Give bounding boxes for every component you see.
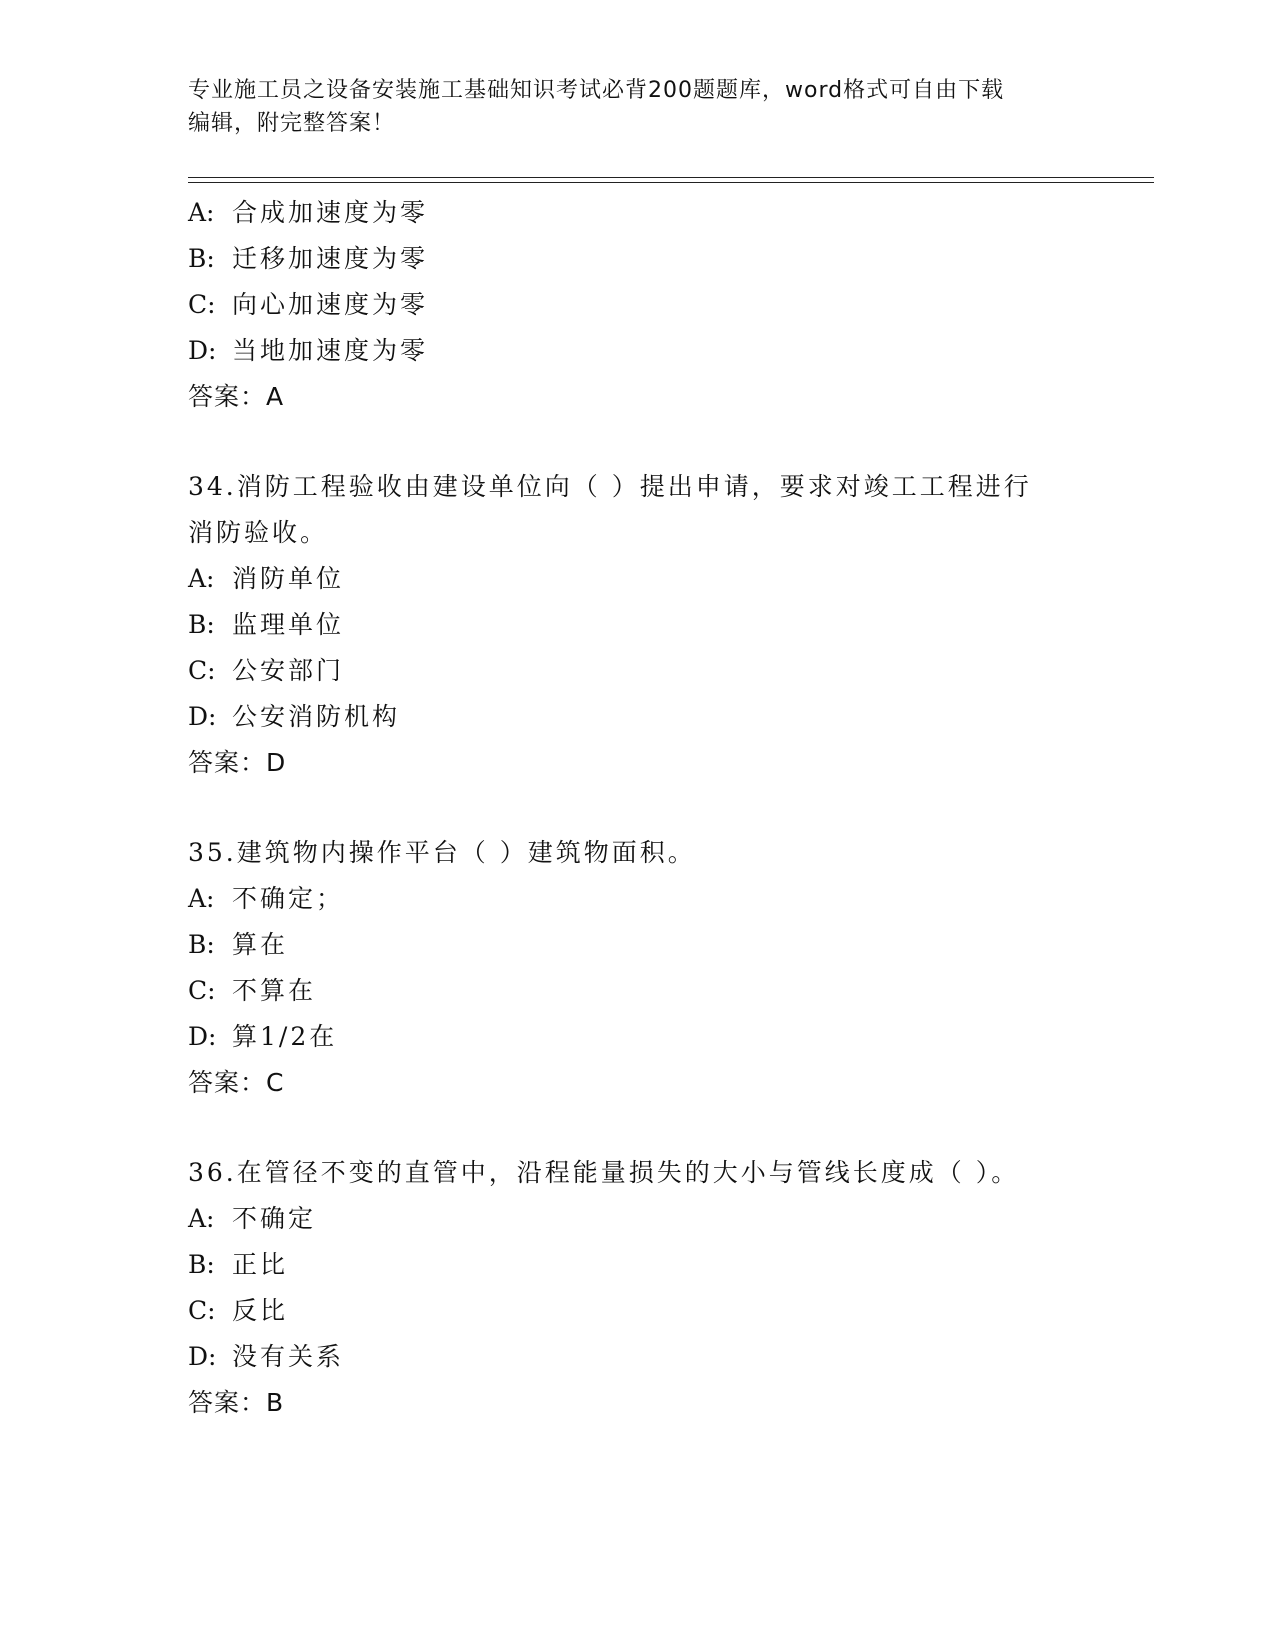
block-spacer — [188, 1106, 1148, 1150]
answer-line: 答案：C — [188, 1068, 285, 1097]
option-text: 公安消防机构 — [232, 702, 401, 731]
option-letter: B: — [188, 244, 215, 273]
option-text: 合成加速度为零 — [232, 198, 429, 227]
option-b — [188, 1242, 1148, 1288]
block-spacer — [188, 420, 1148, 464]
option-letter: D: — [188, 702, 217, 731]
document-header — [188, 74, 1088, 140]
option-d — [188, 328, 1148, 374]
question-block-36 — [188, 1150, 1148, 1426]
option-a — [188, 190, 1148, 236]
option-b — [188, 236, 1148, 282]
option-text: 反比 — [232, 1296, 289, 1325]
header-divider-top — [188, 177, 1154, 178]
option-text: 不算在 — [232, 976, 317, 1005]
question-text-line-1: 36.在管径不变的直管中，沿程能量损失的大小与管线长度成（ ）。 — [188, 1158, 1020, 1187]
option-letter: C: — [188, 1296, 216, 1325]
option-letter: B: — [188, 930, 215, 959]
option-c — [188, 1288, 1148, 1334]
option-text: 算在 — [232, 930, 289, 959]
question-block-35 — [188, 830, 1148, 1106]
option-text: 算1/2在 — [232, 1022, 338, 1051]
option-letter: A: — [188, 1204, 215, 1233]
option-letter: A: — [188, 198, 215, 227]
option-c — [188, 648, 1148, 694]
question-text-line-2: 消防验收。 — [188, 518, 329, 547]
answer-line: 答案：D — [188, 748, 287, 777]
option-d — [188, 1014, 1148, 1060]
block-spacer — [188, 786, 1148, 830]
option-b — [188, 922, 1148, 968]
option-d — [188, 694, 1148, 740]
option-letter: C: — [188, 976, 216, 1005]
question-block-34 — [188, 464, 1148, 786]
option-letter: B: — [188, 610, 215, 639]
option-letter: D: — [188, 1022, 217, 1051]
header-divider-bottom — [188, 182, 1154, 183]
option-text: 公安部门 — [232, 656, 345, 685]
option-c — [188, 282, 1148, 328]
option-text: 监理单位 — [232, 610, 345, 639]
option-letter: A: — [188, 564, 215, 593]
question-block-33 — [188, 190, 1148, 420]
option-letter: D: — [188, 1342, 217, 1371]
question-text-line-1: 35.建筑物内操作平台（ ）建筑物面积。 — [188, 838, 696, 867]
option-b — [188, 602, 1148, 648]
header-title-line-2: 编辑，附完整答案！ — [188, 111, 396, 136]
answer-line: 答案：B — [188, 1388, 285, 1417]
option-text: 不确定； — [232, 884, 345, 913]
option-letter: B: — [188, 1250, 215, 1279]
question-list — [188, 190, 1148, 1426]
option-text: 不确定 — [232, 1204, 317, 1233]
option-text: 正比 — [232, 1250, 289, 1279]
option-a — [188, 876, 1148, 922]
option-letter: A: — [188, 884, 215, 913]
option-text: 迁移加速度为零 — [232, 244, 429, 273]
option-letter: D: — [188, 336, 217, 365]
option-d — [188, 1334, 1148, 1380]
option-letter: C: — [188, 656, 216, 685]
option-a — [188, 556, 1148, 602]
header-title-line-1: 专业施工员之设备安装施工基础知识考试必背200题题库，word格式可自由下载 — [188, 78, 1005, 103]
option-letter: C: — [188, 290, 216, 319]
option-a — [188, 1196, 1148, 1242]
answer-line: 答案：A — [188, 382, 285, 411]
option-c — [188, 968, 1148, 1014]
option-text: 当地加速度为零 — [232, 336, 429, 365]
question-text-line-1: 34.消防工程验收由建设单位向（ ）提出申请，要求对竣工工程进行 — [188, 472, 1032, 501]
option-text: 向心加速度为零 — [232, 290, 429, 319]
option-text: 消防单位 — [232, 564, 345, 593]
option-text: 没有关系 — [232, 1342, 345, 1371]
